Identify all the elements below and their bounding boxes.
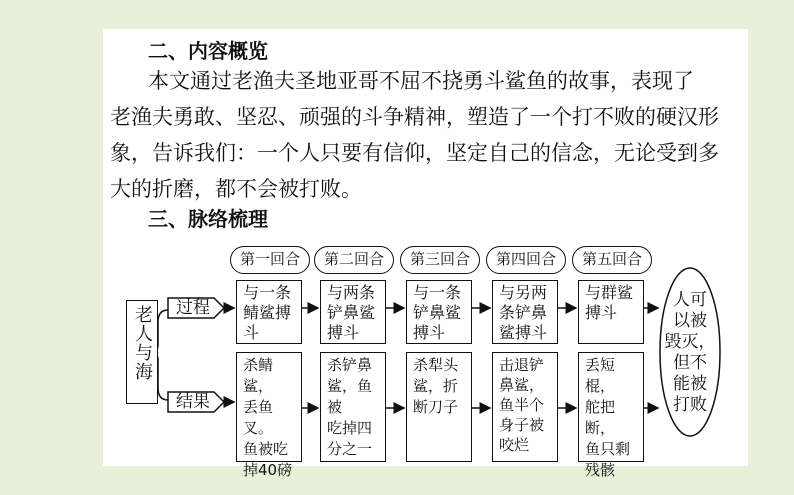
result-line: 掉40磅: [243, 461, 293, 479]
result-box: [320, 352, 386, 462]
process-label: 过程: [176, 298, 210, 318]
result-line: 身子被: [499, 416, 545, 434]
conclusion-line: 能被: [673, 374, 707, 394]
process-line: 与一条: [413, 283, 462, 302]
result-line: 丢鱼叉。: [243, 398, 274, 437]
conclusion-line: 人可: [673, 290, 707, 310]
round-header: 第四回合: [486, 246, 566, 274]
result-line: 咬烂: [499, 436, 530, 454]
round-header: 第二回合: [314, 246, 394, 274]
overview-line: 大的折磨，都不会被打败。: [110, 177, 362, 201]
process-line: 鲨搏斗: [499, 323, 548, 342]
overview-line: 象，告诉我们：一个人只要有信仰，坚定自己的信念，无论受到多: [110, 141, 719, 165]
process-line: 与两条: [327, 283, 376, 302]
conclusion-line: 以被: [673, 311, 707, 331]
conclusion-line: 毁灭，: [664, 332, 716, 352]
result-line: 吃掉四: [327, 419, 373, 437]
process-box: [236, 280, 302, 344]
overview-line: 本文通过老渔夫圣地亚哥不屈不挠勇斗鲨鱼的故事，表现了: [148, 69, 694, 93]
process-line: 与群鲨: [585, 283, 634, 302]
result-line: 分之一: [327, 440, 373, 458]
root-title-text: 老人与海: [132, 305, 153, 381]
result-line: 击退铲: [499, 356, 545, 374]
result-line: 杀铲鼻: [327, 356, 373, 374]
diagram-root-title: [126, 300, 158, 404]
round-header: 第三回合: [400, 246, 480, 274]
process-line: 与一条: [243, 283, 292, 302]
result-line: 残骸: [585, 461, 616, 479]
conclusion-line: 但不: [673, 353, 707, 373]
conclusion-text: [664, 290, 716, 416]
result-box: [578, 352, 644, 479]
result-line: 杀犁头: [413, 356, 459, 374]
process-box: [406, 280, 472, 344]
round-header: 第一回合: [230, 246, 310, 274]
process-line: 鲭鲨搏: [243, 303, 292, 322]
process-line: 搏斗: [413, 323, 446, 342]
conclusion-line: 打败: [673, 395, 707, 415]
result-line: 断刀子: [413, 398, 459, 416]
process-line: 与另两: [499, 283, 548, 302]
result-line: 杀鲭鲨，: [243, 356, 274, 395]
result-line: 舵把断，: [585, 398, 616, 437]
process-line: 斗: [243, 323, 260, 342]
overview-line: 老渔夫勇敢、坚忍、顽强的斗争精神，塑造了一个打不败的硬汉形: [110, 105, 719, 129]
result-line: 鱼被吃: [243, 440, 289, 458]
process-line: 条铲鼻: [499, 303, 548, 322]
process-line: 搏斗: [585, 303, 618, 322]
round-header: 第五回合: [572, 246, 652, 274]
section3-heading: 三、脉络梳理: [148, 207, 268, 231]
result-label: 结果: [176, 392, 210, 412]
process-line: 铲鼻鲨: [413, 303, 462, 322]
process-box: [320, 280, 386, 344]
process-box: [492, 280, 558, 344]
result-box: [492, 352, 558, 462]
process-box: [578, 280, 644, 344]
result-box: [406, 352, 472, 462]
result-box: [236, 352, 302, 479]
result-line: 鲨，鱼被: [327, 377, 373, 416]
process-line: 铲鼻鲨: [327, 303, 376, 322]
result-line: 鱼半个: [499, 396, 545, 414]
section2-heading: 二、内容概览: [148, 39, 268, 63]
result-line: 鼻鲨，: [499, 376, 545, 394]
result-line: 鱼只剩: [585, 440, 631, 458]
process-line: 搏斗: [327, 323, 360, 342]
result-line: 鲨，折: [413, 377, 459, 395]
result-line: 丢短棍，: [585, 356, 616, 395]
